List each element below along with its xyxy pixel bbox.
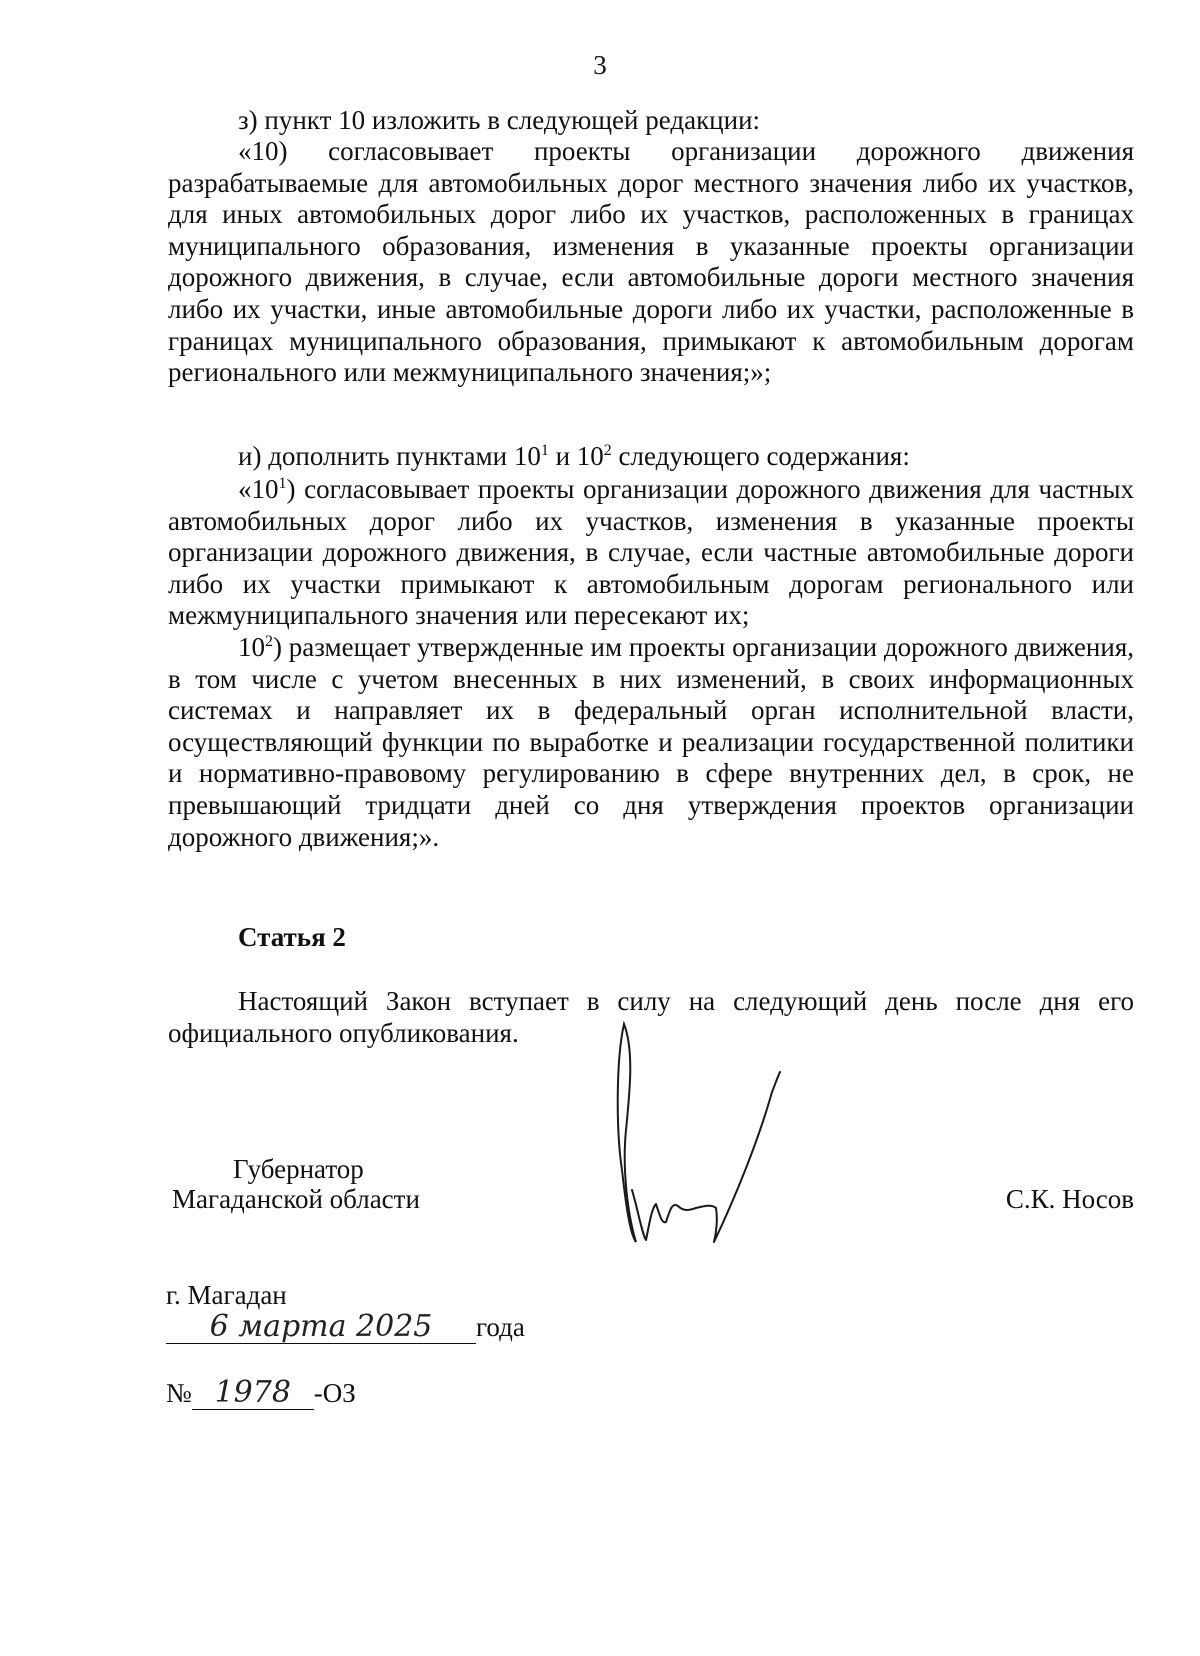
signatory-title-line2: Магаданской области [172,1184,420,1214]
amendment-i-body [168,474,1134,853]
article-2-text: Настоящий Закон вступает в силу на следующий день после дня его официального опубликования. [168,986,1134,1048]
date-suffix: года [476,1312,525,1342]
handwritten-date: 6 марта 2025 [166,1311,476,1344]
handwritten-law-number: 1978 [192,1377,314,1410]
signatory-name: С.К. Носов [1005,1184,1134,1214]
amendment-i-intro: и) дополнить пунктами $10^1$ и $10^2$ следующего содержания: [238,441,910,471]
signatory-title-line1: Губернатор [233,1154,364,1184]
superscript: 1 [540,442,549,459]
place-of-signing: г. Магадан [166,1280,287,1310]
amendment-z-text: «10) согласовывает проекты организации дорожного движения разрабатываемые для автомобильных дорог местного значения либо их участков, для иных автомобильных дорог либо их участков, расположенных в границах муниципального образования, изменения в указанные проекты организации дорожного движения, в случае, если автомобильные дороги местного значения либо их участки, иные автомобильные дороги либо их участки, расположенные в границах муниципального образования, примыкают к автомобильным дорогам регионального или межмуниципального значения;»; [168,136,1134,388]
handwritten-signature [612,1020,812,1260]
article-2-heading: Статья 2 [238,922,346,952]
signing-date [166,1310,525,1344]
amendment-i-point-1: «$10^1$) согласовывает проекты организации дорожного движения для частных автомобильных дорог либо их участков, изменения в указанные проекты организации дорожного движения, в случае, если частные автомобильные дороги либо их участки примыкают к автомобильным дорогам регионального или межмуниципального значения или пересекают их; [168,474,1134,631]
amendment-z-body [168,136,1134,389]
law-number [166,1376,356,1410]
superscript: 1 [278,475,287,492]
amendment-z-intro: з) пункт 10 изложить в следующей редакции: [238,105,761,135]
amendment-i-point-2: $10^2$) размещает утвержденные им проекты организации дорожного движения, в том числе с учетом внесенных в них изменений, в своих информационных системах и направляет их в федеральный орган исполнительной власти, осуществляющий функции по выработке и реализации государственной политики и нормативно-правовому регулированию в сфере внутренних дел, в срок, не превышающий тридцати дней со дня утверждения проектов организации дорожного движения;». [168,631,1134,852]
law-number-suffix: -ОЗ [313,1378,356,1408]
number-sign: № [166,1378,192,1408]
superscript: 2 [265,632,273,650]
page-number: 3 [593,50,607,80]
superscript: 2 [603,442,612,459]
